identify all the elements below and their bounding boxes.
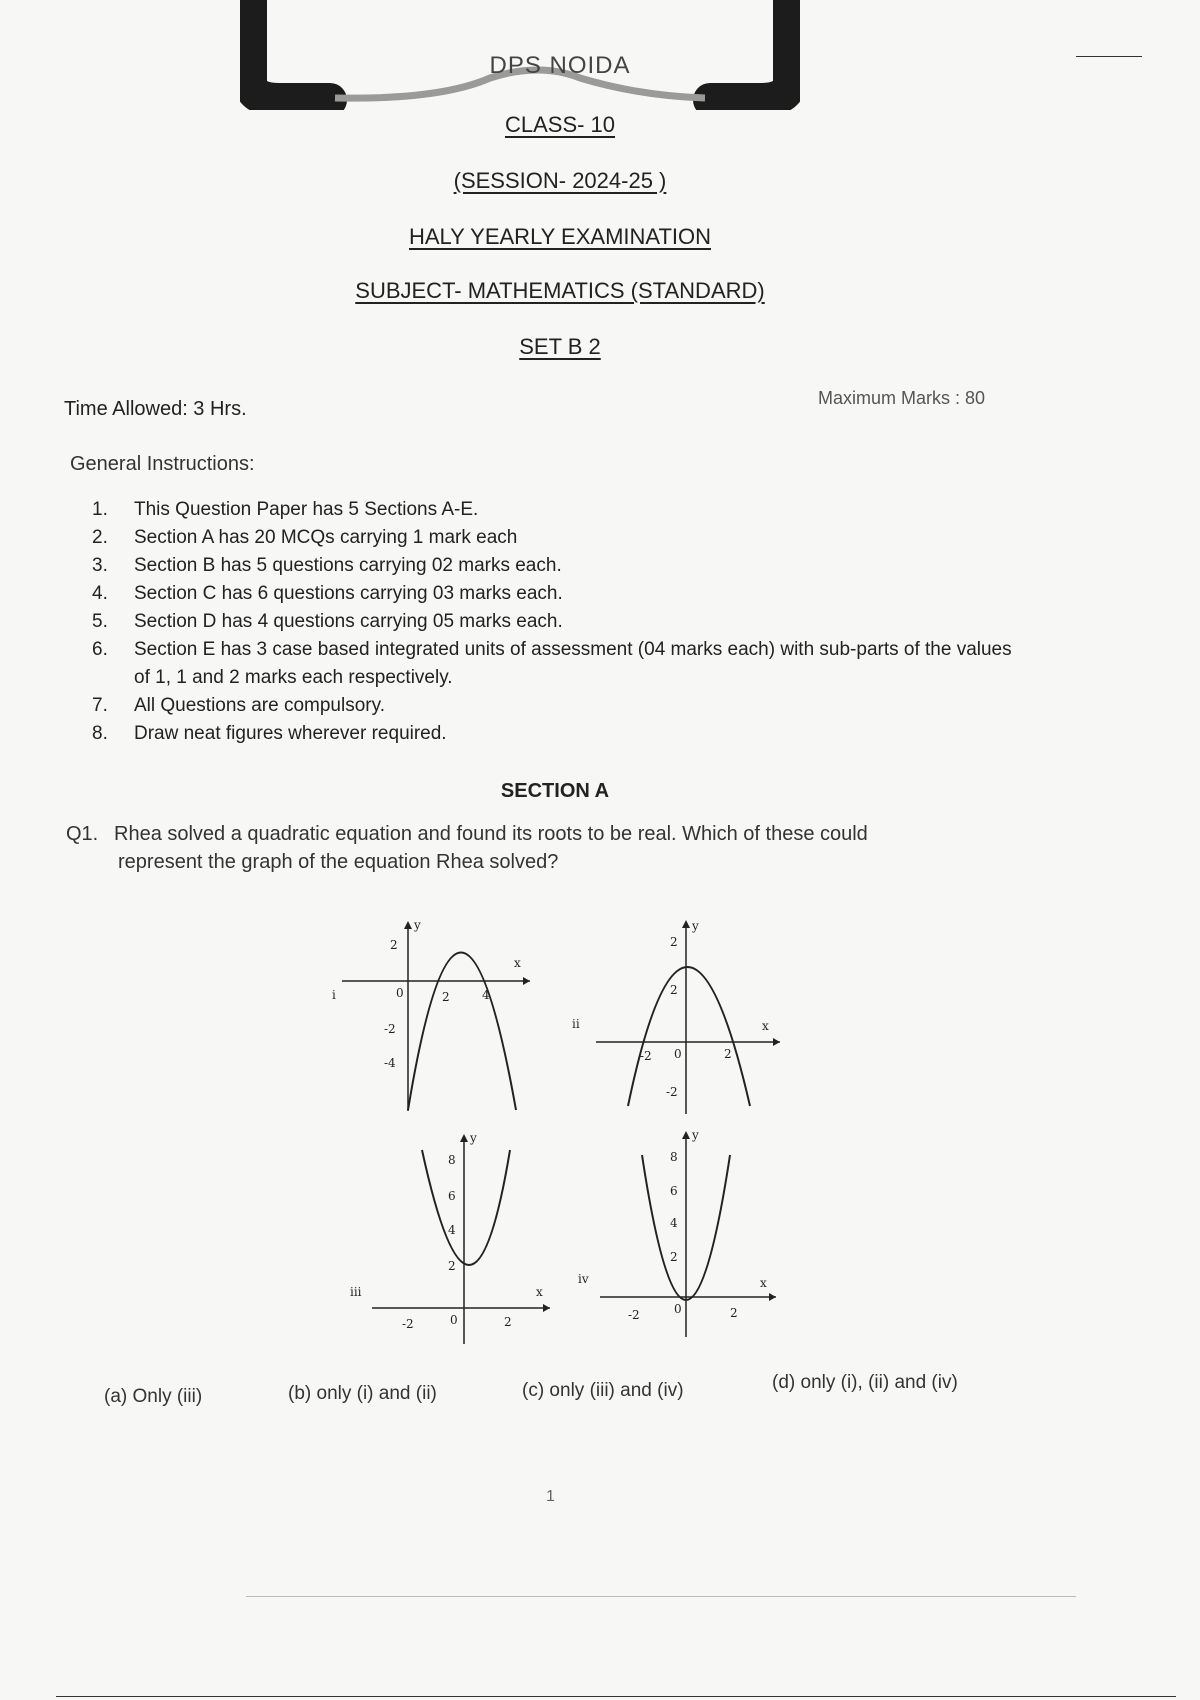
item-text: All Questions are compulsory. (134, 695, 385, 716)
item-text: This Question Paper has 5 Sections A-E. (134, 499, 479, 520)
option-c[interactable]: (c) only (iii) and (iv) (522, 1380, 684, 1401)
graph-ii (570, 918, 790, 1118)
x-tick-label: -2 (640, 1049, 652, 1063)
page-number: 1 (546, 1488, 555, 1505)
x-arrow-icon (773, 1038, 780, 1046)
list-item (92, 580, 1032, 608)
y-tick-label: 6 (670, 1184, 678, 1198)
page-bottom-edge (246, 1596, 1076, 1597)
x-tick-label: 2 (730, 1306, 738, 1320)
item-number: 1. (92, 499, 108, 520)
exam-title: HALY YEARLY EXAMINATION (409, 224, 711, 249)
graph-label: iii (350, 1285, 362, 1299)
y-tick-label: 2 (670, 983, 678, 997)
x-tick-label: 2 (504, 1315, 512, 1329)
item-text: Section A has 20 MCQs carrying 1 mark each (134, 527, 518, 548)
graph-label: iv (578, 1272, 589, 1286)
item-text: Section B has 5 questions carrying 02 marks each. (134, 555, 562, 576)
graph-iv (570, 1125, 790, 1345)
list-item (92, 720, 1032, 748)
x-tick-label: 0 (674, 1047, 682, 1061)
list-item (92, 496, 1032, 524)
item-number: 8. (92, 723, 108, 744)
maximum-marks: Maximum Marks : 80 (818, 388, 986, 408)
y-tick-label: -2 (384, 1022, 396, 1036)
y-arrow-icon (682, 920, 690, 928)
x-arrow-icon (769, 1293, 776, 1301)
top-right-divider (1076, 56, 1142, 57)
graph-label: ii (572, 1017, 580, 1031)
list-item (92, 552, 1032, 580)
general-instructions-heading: General Instructions: (70, 453, 255, 475)
subject-heading: SUBJECT- MATHEMATICS (STANDARD) (355, 278, 765, 303)
graph-label: i (332, 988, 336, 1002)
x-arrow-icon (523, 977, 530, 985)
time-allowed: Time Allowed: 3 Hrs. (64, 398, 247, 420)
item-number: 2. (92, 527, 108, 548)
y-axis-label: y (692, 1128, 699, 1142)
set-label: SET B 2 (519, 334, 601, 359)
y-arrow-icon (404, 921, 412, 929)
option-d[interactable]: (d) only (i), (ii) and (iv) (772, 1372, 958, 1393)
question-text-line2: represent the graph of the equation Rhea solved? (118, 851, 559, 873)
session-heading: (SESSION- 2024-25 ) (453, 168, 667, 193)
graph-iii (340, 1130, 560, 1350)
y-tick-label: 6 (448, 1189, 456, 1203)
question-text-line1: Rhea solved a quadratic equation and found its roots to be real. Which of these could (114, 823, 868, 845)
y-tick-label: 2 (670, 935, 678, 949)
option-b[interactable]: (b) only (i) and (ii) (288, 1383, 437, 1404)
item-text: Draw neat figures wherever required. (134, 723, 447, 744)
y-tick-label: 2 (390, 938, 398, 952)
x-tick-label: 4 (482, 988, 490, 1002)
parabola-curve (408, 953, 516, 1111)
item-number: 6. (92, 639, 108, 660)
y-tick-label: 8 (670, 1150, 678, 1164)
y-axis-label: y (692, 919, 699, 933)
x-axis-label: x (536, 1285, 543, 1299)
parabola-curve (628, 967, 750, 1106)
y-tick-label: -2 (666, 1085, 678, 1099)
item-text: Section C has 6 questions carrying 03 marks each. (134, 583, 563, 604)
y-axis-label: y (470, 1131, 477, 1145)
item-number: 7. (92, 695, 108, 716)
item-text: Section D has 4 questions carrying 05 marks each. (134, 611, 563, 632)
option-a[interactable]: (a) Only (iii) (104, 1386, 203, 1407)
list-item (92, 524, 1032, 552)
y-tick-label: 2 (448, 1259, 456, 1273)
item-number: 5. (92, 611, 108, 632)
item-number: 4. (92, 583, 108, 604)
x-tick-label: 0 (450, 1313, 458, 1327)
graph-i (320, 915, 540, 1115)
list-item (92, 608, 1032, 636)
x-tick-label: 2 (442, 990, 450, 1004)
y-axis-label: y (414, 918, 421, 932)
y-tick-label: 8 (448, 1153, 456, 1167)
y-tick-label: 2 (670, 1250, 678, 1264)
x-tick-label: 2 (724, 1047, 732, 1061)
y-tick-label: 4 (670, 1216, 678, 1230)
x-tick-label: -2 (628, 1308, 640, 1322)
list-item (92, 636, 1032, 692)
x-axis-label: x (514, 956, 521, 970)
x-tick-label: 0 (396, 986, 404, 1000)
item-number: 3. (92, 555, 108, 576)
x-axis-label: x (760, 1276, 767, 1290)
y-arrow-icon (682, 1131, 690, 1139)
item-text: Section E has 3 case based integrated units of assessment (04 marks each) with sub-parts of the values of 1, 1 and 2 marks each respectively. (134, 639, 1012, 688)
y-tick-label: -4 (384, 1056, 396, 1070)
bottom-divider (56, 1696, 1176, 1697)
list-item (92, 692, 1032, 720)
parabola-curve (422, 1150, 510, 1265)
x-tick-label: -2 (402, 1317, 414, 1331)
x-tick-label: 0 (674, 1302, 682, 1316)
school-name: DPS NOIDA (489, 52, 631, 79)
question-number: Q1. (66, 823, 99, 845)
x-arrow-icon (543, 1304, 550, 1312)
y-tick-label: 4 (448, 1223, 456, 1237)
class-heading: CLASS- 10 (504, 112, 616, 137)
x-axis-label: x (762, 1019, 769, 1033)
instructions-list (92, 496, 1032, 748)
question-1 (66, 820, 986, 876)
section-heading: SECTION A (500, 780, 610, 802)
y-arrow-icon (460, 1134, 468, 1142)
